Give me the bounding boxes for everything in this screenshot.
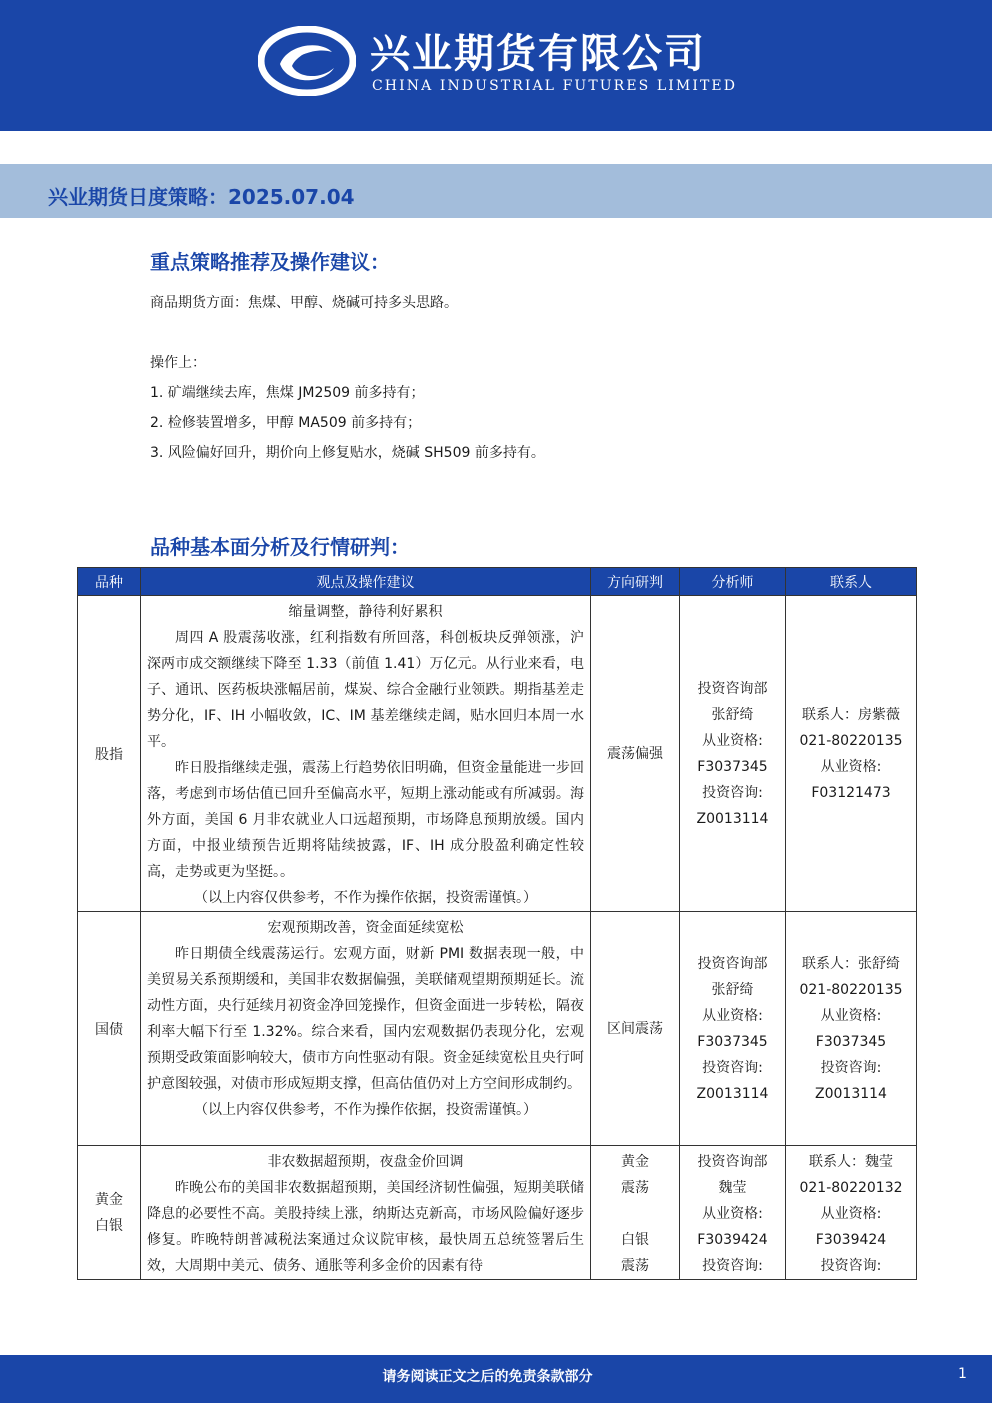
analyst-consult-no: Z0013114 xyxy=(696,810,769,827)
analyst-qual-no: F3039424 xyxy=(697,1232,768,1248)
contact-qual-no: F03121473 xyxy=(811,784,891,801)
page-number: 1 xyxy=(958,1366,967,1382)
col-header-direction: 方向研判 xyxy=(591,568,680,596)
contact-name: 联系人：魏莹 xyxy=(809,1154,893,1170)
row-view xyxy=(141,1146,591,1280)
contact-qual-label: 从业资格: xyxy=(820,1007,882,1024)
analyst-name: 张舒绮 xyxy=(711,706,754,723)
contact-name: 联系人：张舒绮 xyxy=(802,955,900,972)
contact-phone: 021-80220135 xyxy=(799,981,903,998)
row-analyst xyxy=(680,596,786,912)
row-direction xyxy=(591,1146,680,1280)
col-header-category: 品种 xyxy=(78,568,141,596)
ops-item-1: 1. 矿端继续去库，焦煤 JM2509 前多持有； xyxy=(150,385,425,401)
table-row xyxy=(78,912,917,1146)
contact-consult-no: Z0013114 xyxy=(815,1085,887,1102)
analyst-consult-no: Z0013114 xyxy=(696,1085,769,1102)
analyst-qual-no: F3037345 xyxy=(697,1033,768,1050)
analysis-table xyxy=(77,567,917,1280)
analyst-qual-no: F3037345 xyxy=(697,758,768,775)
table-row xyxy=(78,1146,917,1280)
contact-qual-label: 从业资格: xyxy=(820,758,882,775)
analyst-qual-label: 从业资格: xyxy=(702,732,763,749)
col-header-analyst: 分析师 xyxy=(680,568,786,596)
analyst-name: 魏莹 xyxy=(718,1180,747,1196)
direction-text: 白银 xyxy=(621,1232,649,1248)
row-analyst xyxy=(680,1146,786,1280)
row-contact xyxy=(786,912,917,1146)
analyst-qual-label: 从业资格: xyxy=(702,1007,763,1024)
ops-item-3: 3. 风险偏好回升，期价向上修复贴水，烧碱 SH509 前多持有。 xyxy=(150,445,545,461)
contact-phone: 021-80220135 xyxy=(799,732,903,749)
analyst-name: 张舒绮 xyxy=(711,981,754,998)
contact-consult-label: 投资咨询: xyxy=(820,1258,882,1274)
row-category: 国债 xyxy=(78,912,141,1146)
ops-item-2: 2. 检修装置增多，甲醇 MA509 前多持有； xyxy=(150,415,422,431)
direction-text: 黄金 xyxy=(621,1154,649,1170)
section-title-analysis: 品种基本面分析及行情研判： xyxy=(150,535,410,559)
row-category: 股指 xyxy=(78,596,141,912)
analyst-dept: 投资咨询部 xyxy=(697,680,768,697)
view-paragraph: 昨日期债全线震荡运行。宏观方面，财新 PMI 数据表现一般，中美贸易关系预期缓和，美国非农数据偏强，美联储观望期预期延长。流动性方面，央行延续月初资金净回笼操作，但资金面进一步转松，隔夜利率大幅下行至 1.32%。综合来看，国内宏观数据仍表现分化，宏观预期受政策面影响较大，债市方向性驱动有限。资金延续宽松且央行呵护意图较强，对债市形成短期支撑，但高估值仍对上方空间形成制约。 xyxy=(147,946,584,1092)
company-name-cn: 兴业期货有限公司 xyxy=(370,30,706,77)
direction-text: 震荡 xyxy=(621,1258,649,1274)
row-analyst xyxy=(680,912,786,1146)
col-header-contact: 联系人 xyxy=(786,568,917,596)
view-paragraph: 昨晚公布的美国非农数据超预期，美国经济韧性偏强，短期美联储降息的必要性不高。美股持续上涨，纳斯达克新高，市场风险偏好逐步修复。昨晚特朗普减税法案通过众议院审核，最快周五总统签署后生效，大周期中美元、债务、通胀等利多金价的因素有待 xyxy=(147,1180,584,1274)
contact-consult-label: 投资咨询: xyxy=(820,1059,882,1076)
category-line: 黄金 xyxy=(95,1191,123,1208)
contact-qual-label: 从业资格: xyxy=(820,1206,882,1222)
table-row xyxy=(78,596,917,912)
company-logo-icon xyxy=(258,26,356,96)
analyst-dept: 投资咨询部 xyxy=(697,955,768,972)
analyst-consult-label: 投资咨询: xyxy=(702,1059,763,1076)
table-header-row xyxy=(78,568,917,596)
category-line: 白银 xyxy=(95,1217,123,1234)
analyst-qual-label: 从业资格: xyxy=(702,1206,763,1222)
ops-label: 操作上： xyxy=(150,355,206,371)
row-view xyxy=(141,596,591,912)
contact-name: 联系人：房紫薇 xyxy=(802,706,900,723)
view-note: （以上内容仅供参考，不作为操作依据，投资需谨慎。） xyxy=(194,890,537,906)
analyst-dept: 投资咨询部 xyxy=(697,1154,768,1170)
view-title: 非农数据超预期，夜盘金价回调 xyxy=(267,1154,464,1170)
strategy-summary: 商品期货方面：焦煤、甲醇、烧碱可持多头思路。 xyxy=(150,295,458,311)
report-title: 兴业期货日度策略：2025.07.04 xyxy=(48,185,355,209)
view-title: 宏观预期改善，资金面延续宽松 xyxy=(267,920,464,936)
view-paragraph: 周四 A 股震荡收涨，红利指数有所回落，科创板块反弹领涨，沪深两市成交额继续下降至 1.33（前值 1.41）万亿元。从行业来看，电子、通讯、医药板块涨幅居前，煤炭、综合金融行业领跌。期指基差走势分化，IF、IH 小幅收敛，IC、IM 基差继续走阔，贴水回归本周一水平。 xyxy=(147,630,584,750)
row-contact xyxy=(786,596,917,912)
view-note: （以上内容仅供参考，不作为操作依据，投资需谨慎。） xyxy=(194,1102,537,1118)
row-direction xyxy=(591,912,680,1146)
footer-disclaimer: 请务阅读正文之后的免责条款部分 xyxy=(382,1369,593,1385)
direction-text: 震荡偏强 xyxy=(607,745,663,762)
view-title: 缩量调整，静待利好累积 xyxy=(288,604,443,620)
row-view xyxy=(141,912,591,1146)
analyst-consult-label: 投资咨询: xyxy=(702,784,763,801)
view-paragraph: 昨日股指继续走强，震荡上行趋势依旧明确，但资金量能进一步回落，考虑到市场估值已回升至偏高水平，短期上涨动能或有所减弱。海外方面，美国 6 月非农就业人口远超预期，市场降息预期放缓。国内方面，中报业绩预告近期将陆续披露，IF、IH 成分股盈利确定性较高，走势或更为坚挺。。 xyxy=(147,760,584,880)
direction-text: 区间震荡 xyxy=(607,1020,663,1037)
contact-qual-no: F3037345 xyxy=(815,1033,887,1050)
analyst-consult-label: 投资咨询: xyxy=(702,1258,763,1274)
contact-phone: 021-80220132 xyxy=(799,1180,903,1196)
direction-text: 震荡 xyxy=(621,1180,649,1196)
row-contact xyxy=(786,1146,917,1280)
col-header-view: 观点及操作建议 xyxy=(141,568,591,596)
row-direction xyxy=(591,596,680,912)
direction-spacer xyxy=(591,1201,679,1227)
company-name-en: CHINA INDUSTRIAL FUTURES LIMITED xyxy=(372,78,738,94)
row-category xyxy=(78,1146,141,1280)
section-title-strategy: 重点策略推荐及操作建议： xyxy=(150,250,390,274)
contact-qual-no: F3039424 xyxy=(815,1232,887,1248)
